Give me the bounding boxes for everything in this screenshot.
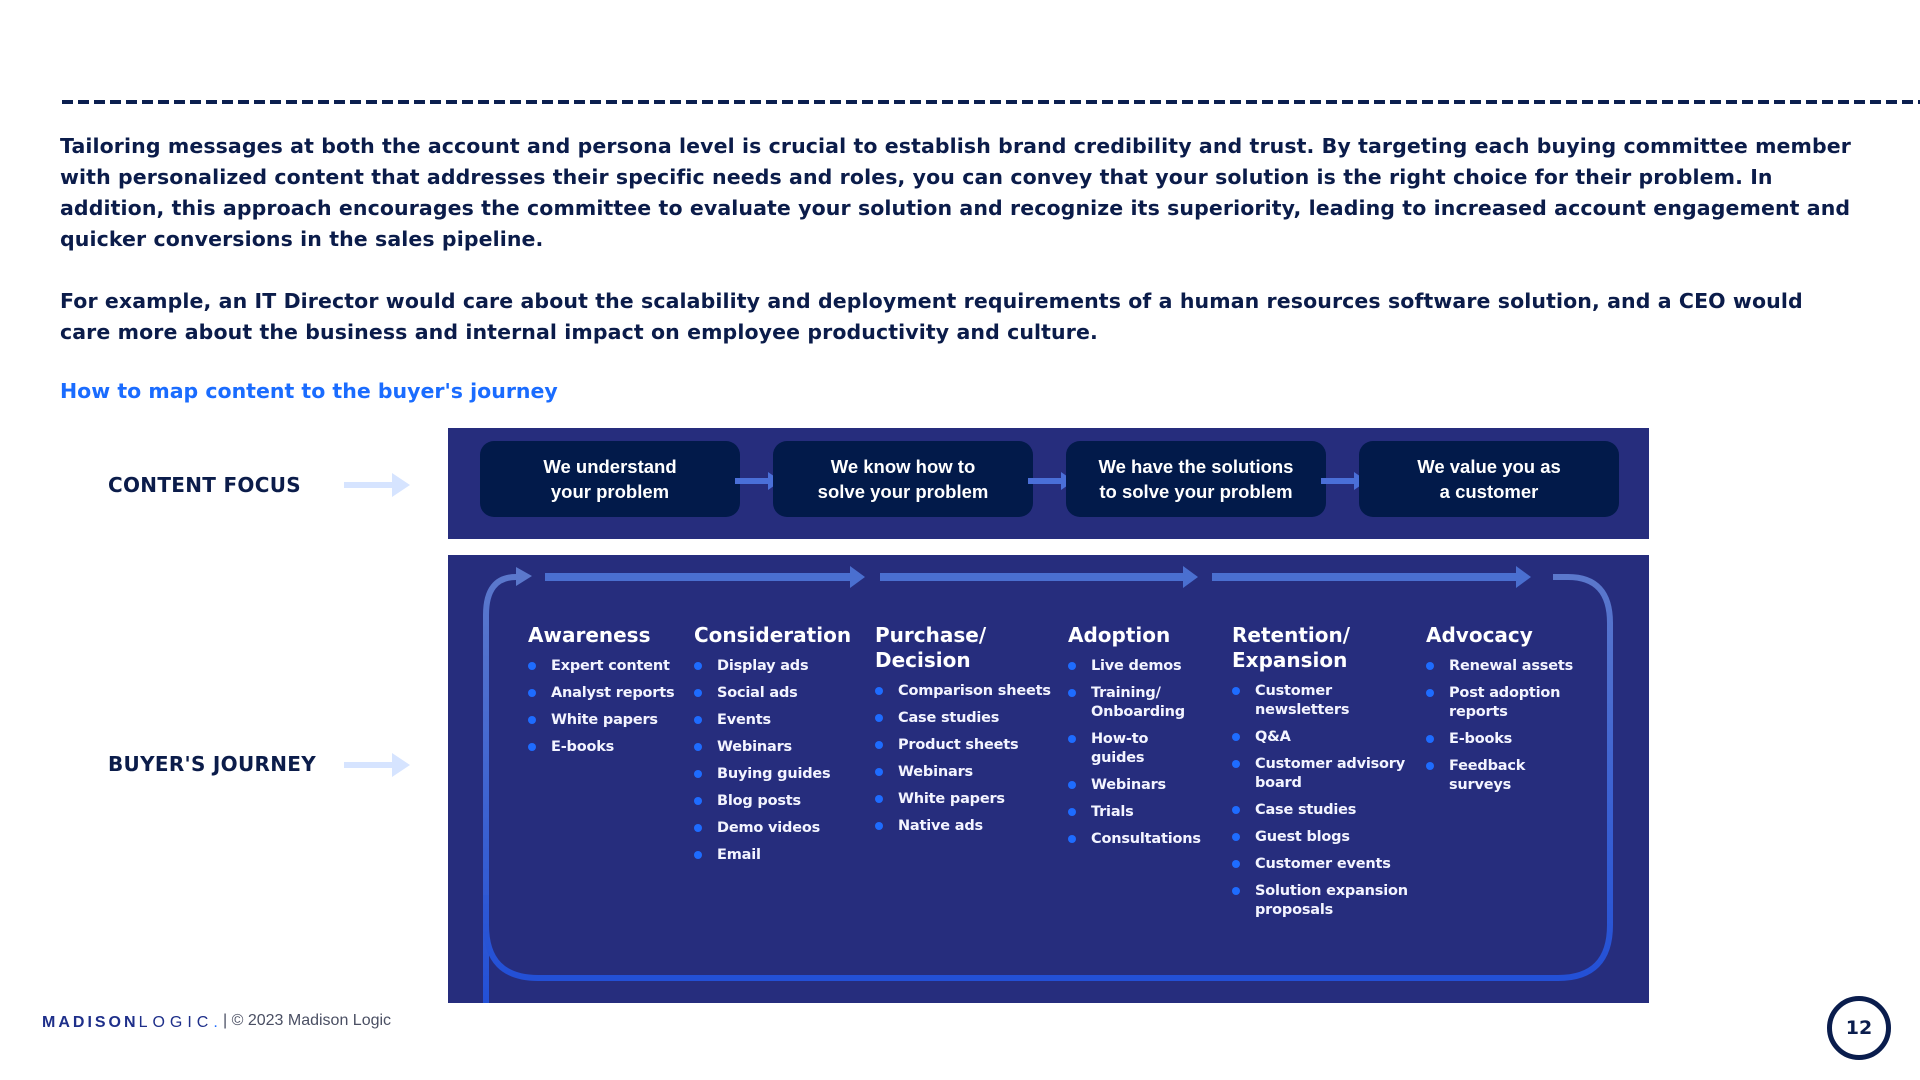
bullet-icon — [528, 662, 536, 670]
bullet-icon — [528, 743, 536, 751]
item-label: Case studies — [898, 710, 1000, 726]
bullet-icon — [1068, 808, 1076, 816]
logo-light-text: LOGIC — [138, 1014, 214, 1031]
item-label: How-to guides — [1091, 731, 1149, 766]
list-item — [1232, 728, 1397, 747]
list-item — [1232, 755, 1405, 793]
arrow-right-icon — [344, 751, 410, 779]
madison-logic-logo — [42, 1014, 221, 1032]
bullet-icon — [1426, 735, 1434, 743]
bullet-icon — [1068, 835, 1076, 843]
bullet-icon — [528, 716, 536, 724]
stage-content-list — [528, 657, 678, 757]
list-item — [694, 684, 859, 703]
item-label: Analyst reports — [551, 685, 675, 701]
bullet-icon — [694, 689, 702, 697]
bullet-icon — [875, 768, 883, 776]
bullet-icon — [1068, 781, 1076, 789]
list-item — [875, 817, 1055, 836]
stage-title: Advocacy — [1426, 623, 1533, 647]
page-number-badge: 12 — [1827, 996, 1891, 1060]
list-item — [694, 846, 859, 865]
item-label: Customer newsletters — [1255, 683, 1350, 718]
bullet-icon — [1232, 887, 1240, 895]
buyers-journey-label: BUYER'S JOURNEY — [108, 752, 316, 776]
bullet-icon — [875, 714, 883, 722]
focus-step-label: We value you as a customer — [1417, 456, 1561, 502]
list-item — [528, 738, 678, 757]
stage-advocacy — [1426, 623, 1586, 803]
item-label: Webinars — [898, 764, 973, 780]
item-label: Display ads — [717, 658, 809, 674]
item-label: Live demos — [1091, 658, 1182, 674]
list-item — [1232, 801, 1397, 820]
content-focus-panel — [448, 428, 1649, 539]
bullet-icon — [1426, 762, 1434, 770]
item-label: Webinars — [717, 739, 792, 755]
item-label: Email — [717, 847, 761, 863]
stage-content-list — [875, 682, 1055, 836]
list-item — [1068, 803, 1198, 822]
item-label: E-books — [1449, 731, 1513, 747]
focus-step-3 — [1066, 441, 1326, 517]
content-focus-label: CONTENT FOCUS — [108, 473, 301, 497]
focus-step-label: We know how to solve your problem — [817, 456, 989, 502]
bullet-icon — [694, 743, 702, 751]
stage-retention-expansion — [1232, 623, 1408, 928]
stage-title: Purchase/ Decision — [875, 623, 987, 672]
item-label: Consultations — [1091, 831, 1201, 847]
item-label: Social ads — [717, 685, 798, 701]
arrow-right-icon — [344, 471, 410, 499]
list-item — [1068, 657, 1198, 676]
bullet-icon — [1068, 689, 1076, 697]
item-label: E-books — [551, 739, 615, 755]
stage-consideration — [694, 623, 859, 873]
item-label: Comparison sheets — [898, 683, 1051, 699]
focus-step-label: We have the solutions to solve your problem — [1098, 456, 1294, 502]
list-item — [1068, 830, 1201, 849]
focus-step-2 — [773, 441, 1033, 517]
list-item — [528, 711, 678, 730]
item-label: Renewal assets — [1449, 658, 1573, 674]
focus-step-4 — [1359, 441, 1619, 517]
stage-awareness — [528, 623, 678, 765]
list-item — [1232, 882, 1410, 920]
list-item — [694, 765, 859, 784]
item-label: Training/ Onboarding — [1091, 685, 1185, 720]
list-item — [528, 684, 678, 703]
item-label: Webinars — [1091, 777, 1166, 793]
bullet-icon — [1232, 806, 1240, 814]
bullet-icon — [1426, 662, 1434, 670]
item-label: Q&A — [1255, 729, 1291, 745]
stage-title: Retention/ Expansion — [1232, 623, 1351, 672]
logo-dot-icon: . — [213, 1014, 222, 1031]
bullet-icon — [875, 822, 883, 830]
stage-content-list — [694, 657, 859, 865]
bullet-icon — [694, 716, 702, 724]
bullet-icon — [694, 851, 702, 859]
bullet-icon — [1068, 735, 1076, 743]
list-item — [875, 736, 1055, 755]
bullet-icon — [875, 687, 883, 695]
stage-content-list — [1232, 682, 1408, 920]
intro-paragraph-2: For example, an IT Director would care about the scalability and deployment requirements of a human resources software solution, and a CEO would care more about the business and internal impact on employee productivity and culture. — [60, 289, 1803, 344]
bullet-icon — [1232, 860, 1240, 868]
bullet-icon — [1232, 687, 1240, 695]
list-item — [875, 682, 1055, 701]
stage-title: Awareness — [528, 623, 651, 647]
bullet-icon — [694, 797, 702, 805]
item-label: Customer events — [1255, 856, 1391, 872]
bullet-icon — [1426, 689, 1434, 697]
bullet-icon — [1232, 733, 1240, 741]
item-label: Product sheets — [898, 737, 1019, 753]
item-label: Feedback surveys — [1449, 758, 1526, 793]
bullet-icon — [875, 741, 883, 749]
list-item — [1068, 776, 1198, 795]
list-item — [1426, 730, 1586, 749]
item-label: Trials — [1091, 804, 1134, 820]
item-label: Case studies — [1255, 802, 1357, 818]
item-label: White papers — [898, 791, 1005, 807]
bullet-icon — [694, 770, 702, 778]
list-item — [694, 792, 859, 811]
list-item — [1068, 730, 1198, 768]
list-item — [1426, 657, 1586, 676]
copyright-text: | © 2023 Madison Logic — [223, 1012, 392, 1029]
list-item — [694, 738, 859, 757]
item-label: Blog posts — [717, 793, 801, 809]
list-item — [694, 711, 859, 730]
item-label: Customer advisory board — [1255, 756, 1406, 791]
list-item — [694, 657, 859, 676]
stage-purchase-decision — [875, 623, 1055, 844]
bullet-icon — [875, 795, 883, 803]
bullet-icon — [694, 662, 702, 670]
item-label: Post adoption reports — [1449, 685, 1561, 720]
stage-title: Adoption — [1068, 623, 1171, 647]
list-item — [528, 657, 678, 676]
list-item — [1232, 682, 1355, 720]
item-label: Events — [717, 712, 771, 728]
logo-bold-text: MADISON — [42, 1014, 139, 1031]
list-item — [1232, 855, 1397, 874]
focus-step-label: We understand your problem — [543, 456, 677, 502]
list-item — [1426, 684, 1574, 722]
item-label: Native ads — [898, 818, 983, 834]
focus-step-1 — [480, 441, 740, 517]
list-item — [875, 709, 1055, 728]
dashed-divider — [62, 100, 1920, 104]
item-label: Buying guides — [717, 766, 831, 782]
item-label: White papers — [551, 712, 658, 728]
item-label: Solution expansion proposals — [1255, 883, 1408, 918]
intro-paragraph-1: Tailoring messages at both the account and persona level is crucial to establish brand credibility and trust. By targeting each buying committee member with personalized content that addresses their specific needs and roles, you can convey that your solution is the right choice for their problem. In addition, this approach encourages the committee to evaluate your solution and recognize its superiority, leading to increased account engagement and quicker conversions in the sales pipeline. — [60, 134, 1851, 251]
bullet-icon — [528, 689, 536, 697]
buyers-journey-panel — [448, 555, 1649, 1003]
stage-content-list — [1426, 657, 1586, 795]
list-item — [875, 763, 1055, 782]
list-item — [694, 819, 859, 838]
bullet-icon — [1232, 833, 1240, 841]
stage-content-list — [1068, 657, 1201, 849]
list-item — [1232, 828, 1397, 847]
item-label: Demo videos — [717, 820, 821, 836]
stage-adoption — [1068, 623, 1201, 857]
list-item — [1068, 684, 1185, 722]
bullet-icon — [1232, 760, 1240, 768]
item-label: Expert content — [551, 658, 670, 674]
list-item — [1426, 757, 1586, 795]
list-item — [875, 790, 1055, 809]
section-heading: How to map content to the buyer's journey — [60, 379, 558, 403]
item-label: Guest blogs — [1255, 829, 1350, 845]
stage-title: Consideration — [694, 623, 852, 647]
bullet-icon — [1068, 662, 1076, 670]
bullet-icon — [694, 824, 702, 832]
